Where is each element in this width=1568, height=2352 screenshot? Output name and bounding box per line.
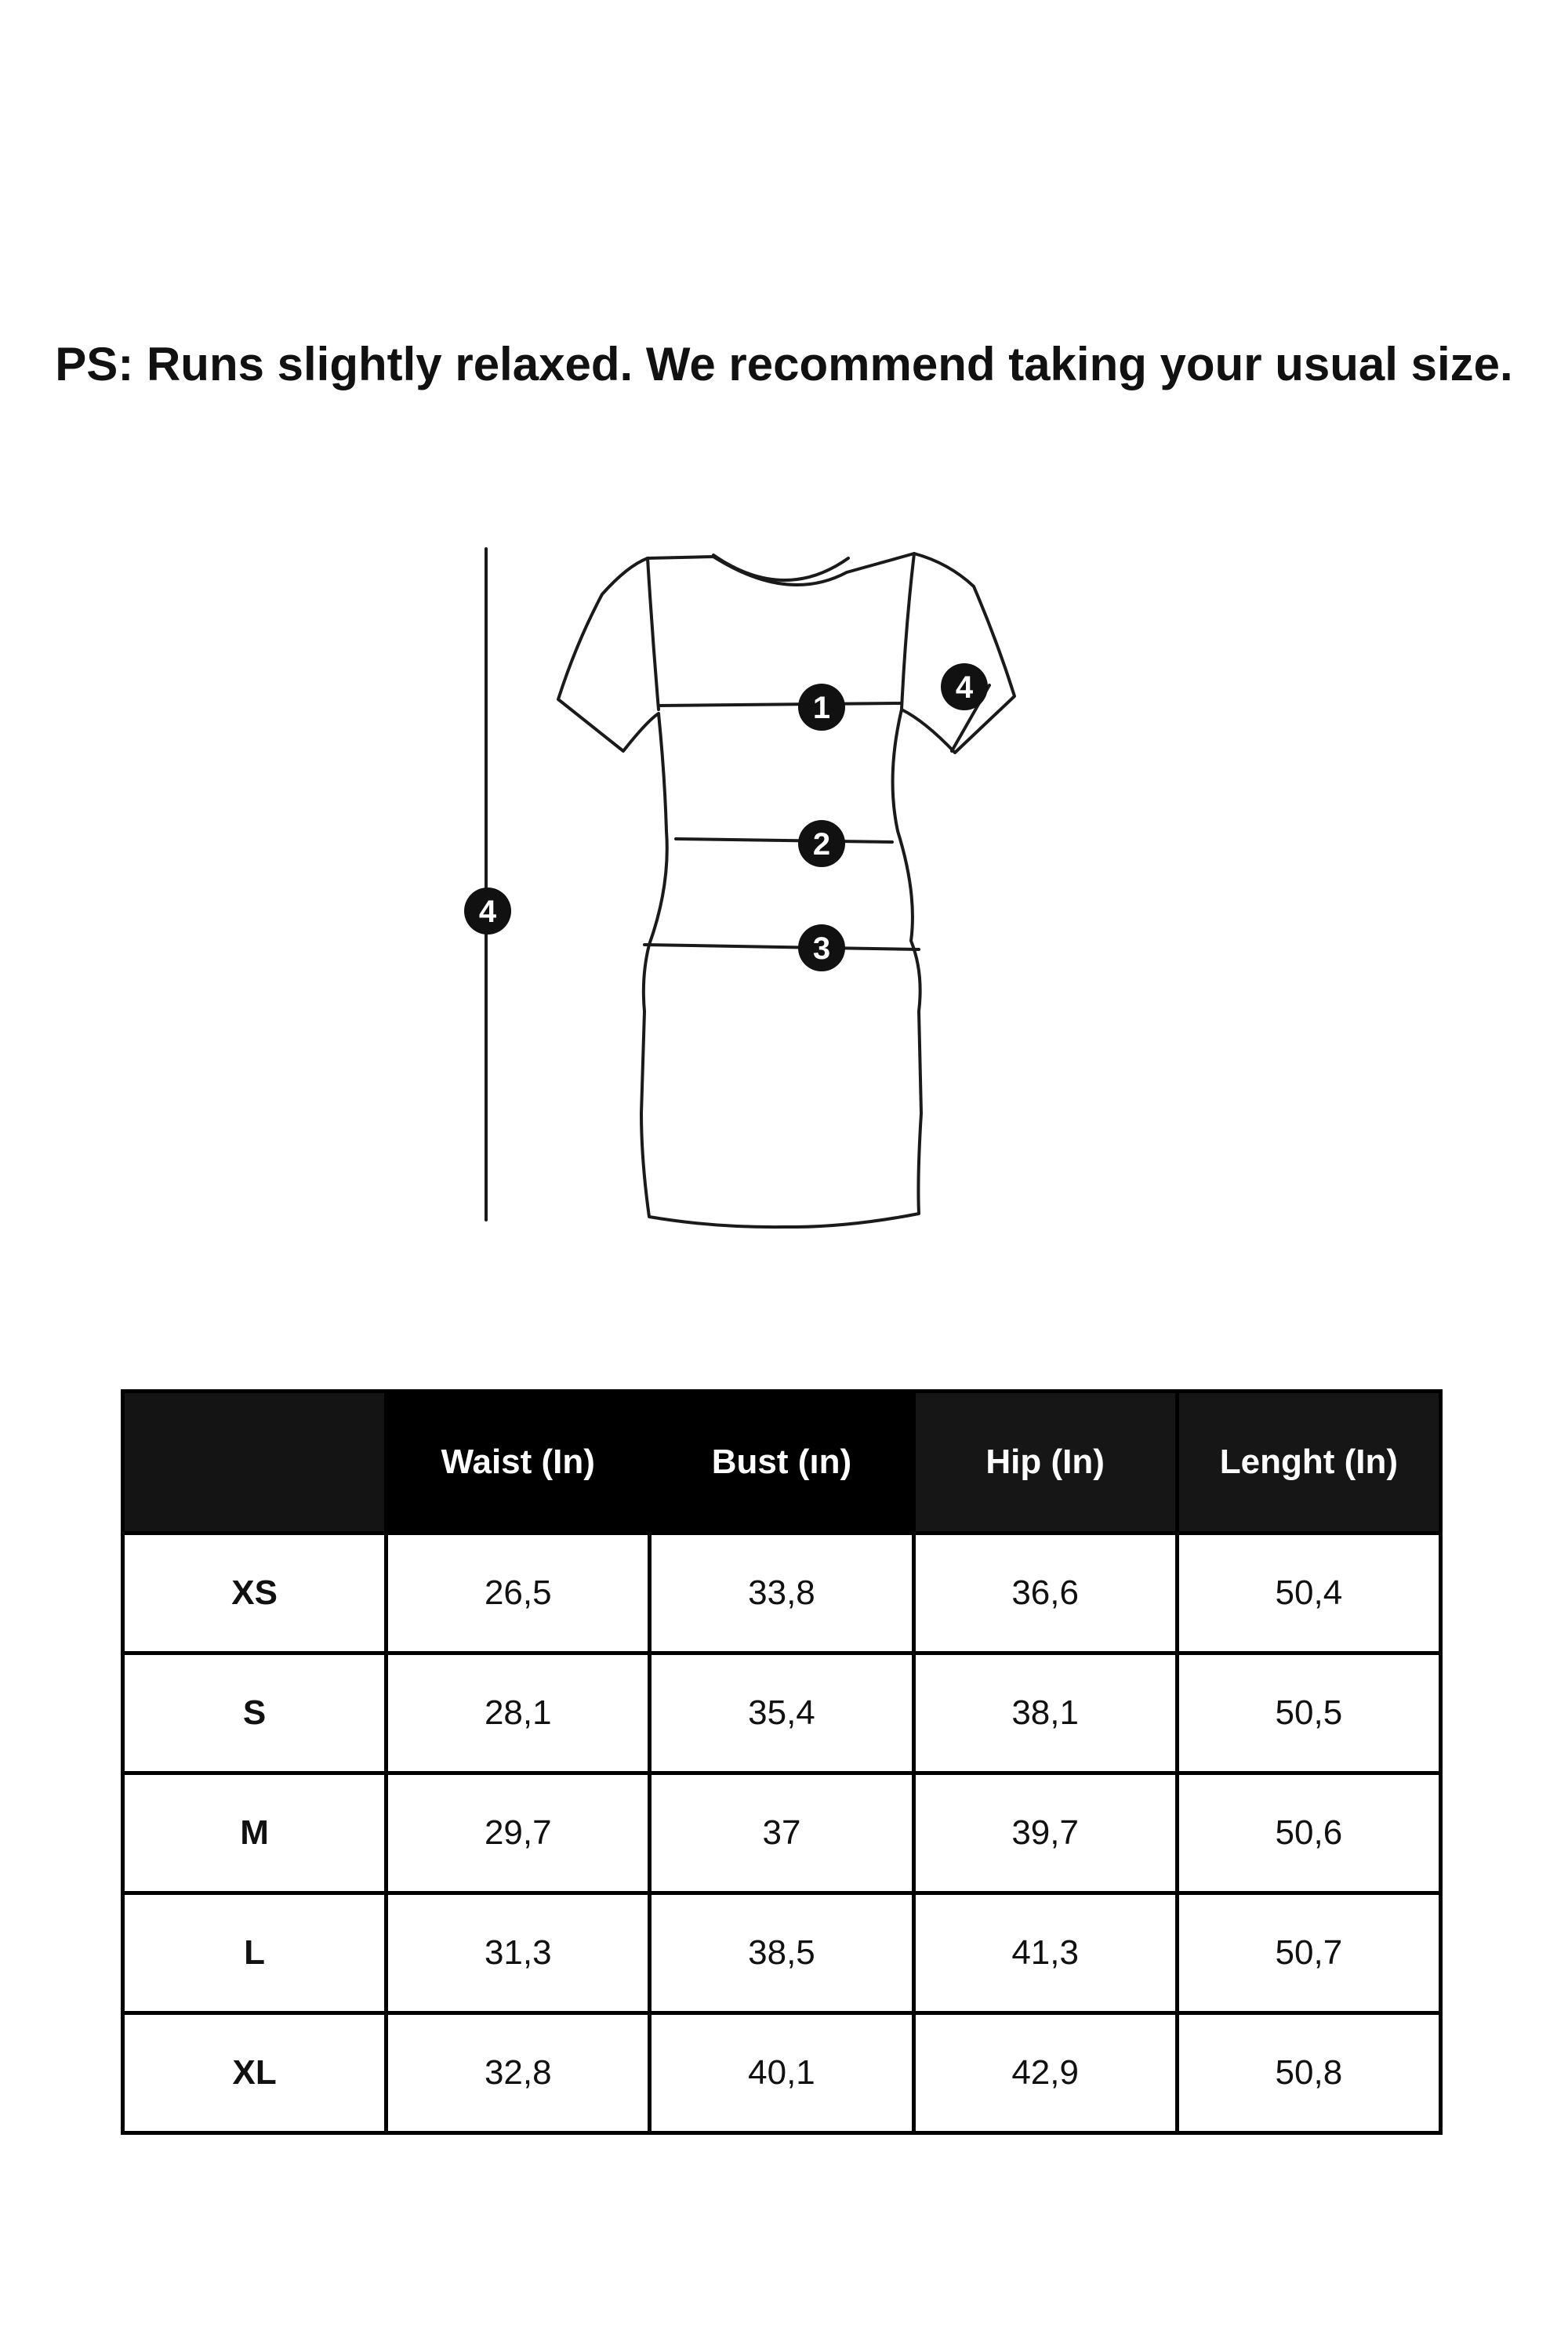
size-label: XS xyxy=(123,1534,387,1653)
bust-value: 38,5 xyxy=(650,1893,913,2013)
header-bust: Bust (ın) xyxy=(650,1392,913,1534)
svg-text:3: 3 xyxy=(812,931,831,966)
neckline xyxy=(713,555,848,580)
waist-value: 32,8 xyxy=(387,2013,650,2133)
size-label: L xyxy=(123,1893,387,2013)
fit-note: PS: Runs slightly relaxed. We recommend taking your usual size. xyxy=(55,338,1513,390)
armhole-seam-right xyxy=(902,554,914,710)
table-row xyxy=(123,1773,1441,1893)
header-waist: Waist (In) xyxy=(387,1392,650,1534)
hip-value: 38,1 xyxy=(913,1653,1177,1773)
svg-text:2: 2 xyxy=(812,827,831,862)
waist-line xyxy=(676,839,892,842)
bust-value: 40,1 xyxy=(650,2013,913,2133)
length-value: 50,7 xyxy=(1177,1893,1440,2013)
bust-value: 33,8 xyxy=(650,1534,913,1653)
marker-hip xyxy=(798,924,845,971)
svg-text:4: 4 xyxy=(955,670,974,705)
hip-value: 42,9 xyxy=(913,2013,1177,2133)
bust-line xyxy=(659,703,902,706)
waist-value: 29,7 xyxy=(387,1773,650,1893)
hip-value: 41,3 xyxy=(913,1893,1177,2013)
svg-text:1: 1 xyxy=(812,691,831,725)
bust-value: 35,4 xyxy=(650,1653,913,1773)
hip-line xyxy=(644,945,919,949)
size-chart-table xyxy=(121,1389,1443,2135)
header-size xyxy=(123,1392,387,1534)
table-row xyxy=(123,1893,1441,2013)
length-value: 50,8 xyxy=(1177,2013,1440,2133)
hip-value: 39,7 xyxy=(913,1773,1177,1893)
length-value: 50,4 xyxy=(1177,1534,1440,1653)
length-value: 50,6 xyxy=(1177,1773,1440,1893)
table-row xyxy=(123,1534,1441,1653)
table-header-row xyxy=(123,1392,1441,1534)
svg-text:4: 4 xyxy=(478,895,497,929)
size-label: S xyxy=(123,1653,387,1773)
armhole-seam-left xyxy=(648,558,659,710)
size-label: M xyxy=(123,1773,387,1893)
table-row xyxy=(123,2013,1441,2133)
waist-value: 31,3 xyxy=(387,1893,650,2013)
waist-value: 28,1 xyxy=(387,1653,650,1773)
bust-value: 37 xyxy=(650,1773,913,1893)
marker-bust xyxy=(798,684,845,731)
size-label: XL xyxy=(123,2013,387,2133)
dress-outline xyxy=(558,554,1014,1227)
marker-length xyxy=(464,887,511,935)
waist-value: 26,5 xyxy=(387,1534,650,1653)
marker-waist xyxy=(798,820,845,867)
hip-value: 36,6 xyxy=(913,1534,1177,1653)
table-row xyxy=(123,1653,1441,1773)
length-value: 50,5 xyxy=(1177,1653,1440,1773)
header-length: Lenght (In) xyxy=(1177,1392,1440,1534)
marker-sleeve xyxy=(941,663,988,710)
header-hip: Hip (In) xyxy=(913,1392,1177,1534)
